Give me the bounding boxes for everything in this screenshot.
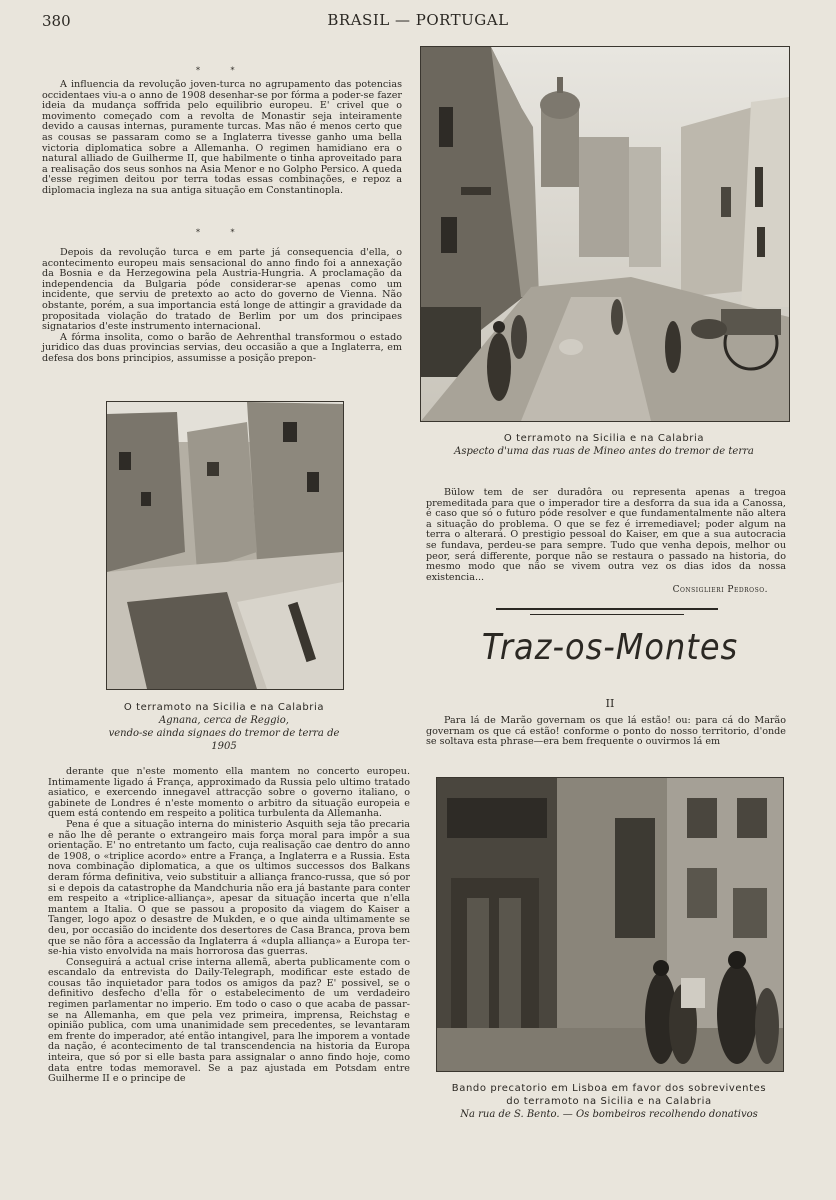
article-text-block [48,767,410,1085]
photo-agnana-ruins [106,401,344,690]
caption-subtitle: Agnana, cerca de Reggio, [159,715,289,726]
caption-subtitle: vendo-se ainda signaes do tremor de terra de 1905 [108,728,340,752]
street-photo-illustration [421,47,789,421]
paragraph: Para lá de Marão governam os que lá estão! ou: para cá do Marão governam os que cá estão! conforme o ponto do nosso territorio, d'onde se soltava esta phrase—era bem frequente o ouvirmos lá em [426,715,786,748]
caption-subtitle: Aspecto d'uma das ruas de Mineo antes do tremor de terra [454,446,754,457]
caption-title: do terramoto na Sicilia e na Calabria [506,1096,712,1107]
section-ornament: * * [196,66,249,75]
author-signature: Consiglieri Pedroso. [672,585,768,595]
photo-lisbon-street [436,777,784,1072]
paragraph: Conseguirá a actual crise interna allemã, aberta publicamente com o escandalo da entrevista do Daily-Telegraph, modificar este estado de cousas tão inquietador para todos os amigos da paz? E' possivel, se o definitivo desfecho d'ella fôr o estabelecimento de um verdadeiro regimen parlamentar no imperio. Em todo o caso o que acaba de passar-se na Allemanha, em que pela vez primeira, imprensa, Reichstag e opinião publica, com uma unanimidade sem precedentes, se levantaram em frente do imperador, até então intangivel, para lhe imporem a vontade da nação, é acontecimento de tal transcendencia na historia da Europa inteira, que só por si elle basta para assignalar o anno findo hoje, como data entre todas memoravel. Se a paz ajustada em Potsdam entre Guilherme II e o principe de [48,956,410,1085]
section-number: II [605,697,615,710]
divider-rule [496,608,718,610]
procession-photo-illustration [437,778,783,1071]
caption-subtitle: Na rua de S. Bento. — Os bombeiros recolhendo donativos [460,1109,758,1120]
section-title: Traz-os-Montes [481,626,739,668]
paragraph: A fórma insolita, como o barão de Aehrenthal transformou o estado juridico das duas provincias servias, deu occasião a que a Inglaterra, em defesa dos bons principios, assumisse a posição prepon- [42,331,402,364]
paragraph: Bülow tem de ser duradôra ou representa apenas a tregoa premeditada para que o imperador tire a desforra da sua ida a Canossa, é caso que só o futuro póde resolver e que fundamentalmente não altera a situação do problema. O que se fez é irremediavel; poder algum na terra o alterará. O prestigio pessoal do Kaiser, em que a sua autocracia se fundava, perdeu-se para sempre. Tudo que venha depois, melhor ou peor, será differente, porque não se restaura o passado na historia, do mesmo modo que não se vivem outra vez os dias idos da nossa existencia... [426,487,786,583]
paragraph: derante que n'este momento ella mantem no concerto europeu. Intimamente ligado á França, approximado da Russia pelo ultimo tratado asiatico, e exercendo innegavel attracção sobre o governo italiano, o gabinete de Londres é n'este momento o arbitro da situação europeia e quem está contendo em respeito a politica turbulenta da Allemanha. [48,766,410,820]
paragraph: Depois da revolução turca e em parte já consequencia d'ella, o acontecimento europeu mais sensacional do anno findo foi a annexação da Bosnia e da Herzegowina pela Austria-Hungria. A proclamação da independencia da Bulgaria póde considerar-se apenas como um incidente, que serviu de pretexto ao acto do governo de Vienna. Não obstante, porém, a sua importancia está longe de attingir a gravidade da propositada violação do tratado de Berlim por um dos principaes signatarios d'este instrumento internacional. [42,247,402,333]
photo-mineo-street [420,46,790,422]
article-text-block [42,248,402,365]
paragraph: Pena é que a situação interna do ministerio Asquith seja tão precaria e não lhe dê perante o extrangeiro mais força moral para impôr a sua orientação. E' no entretanto um facto, cuja realisação cae dentro do anno de 1908, o «triplice acordo» entre a França, a Inglaterra e a Russia. Esta nova combinação diplomatica, a que os ultimos successos dos Balkans deram fórma definitiva, veio substituir a alliança franco-russa, que só por si e depois da catastrophe da Mandchuria não era já bastante para conter em respeito a «triplice-alliança», apesar da situação incerta que n'ella mantem a Italia. O que se passou a proposito da viagem do Kaiser a Tanger, logo apoz o desastre de Mukden, e o que ainda ultimamente se deu, por occasião do incidente dos desertores de Casa Branca, prova bem que se não fôra a accessão da Inglaterra á «dupla alliança» a Europa ter-se-hia visto envolvida na mais horrorosa das guerras. [48,818,410,958]
running-title: BRASIL — PORTUGAL [327,11,509,29]
article-text-block [42,80,402,197]
page-number: 380 [42,12,71,30]
divider-rule [530,614,684,615]
article-text-block [426,488,786,583]
caption-title: O terramoto na Sicilia e na Calabria [503,433,705,444]
ruins-photo-illustration [107,402,343,689]
photo-caption [100,701,348,753]
article-text-block [426,716,786,748]
caption-title: Bando precatorio em Lisboa em favor dos sobreviventes [451,1083,767,1094]
photo-caption [420,432,788,458]
section-ornament: * * [196,228,249,237]
paragraph: A influencia da revolução joven-turca no agrupamento das potencias occidentaes viu-a o anno de 1908 desenhar-se por fórma a poder-se fazer ideia da mudança soffrida pelo equilibrio europeu. E' crivel que o movimento começado com a revolta de Monastir seja inteiramente devido a causas internas, puramente turcas. Mas não é menos certo que as cousas se passaram como se a Inglaterra tivesse ganho uma bella victoria diplomatica sobre a Allemanha. O regimen hamidiano era o natural alliado de Guilherme II, que habilmente o tinha aproveitado para a realisação dos seus sonhos na Asia Menor e no Golpho Persico. A queda d'esse regimen deitou por terra todas essas combinações, e repoz a diplomacia ingleza na sua antiga situação em Constantinopla. [42,79,402,196]
photo-caption [430,1082,788,1121]
caption-title: O terramoto na Sicilia e na Calabria [123,702,325,713]
